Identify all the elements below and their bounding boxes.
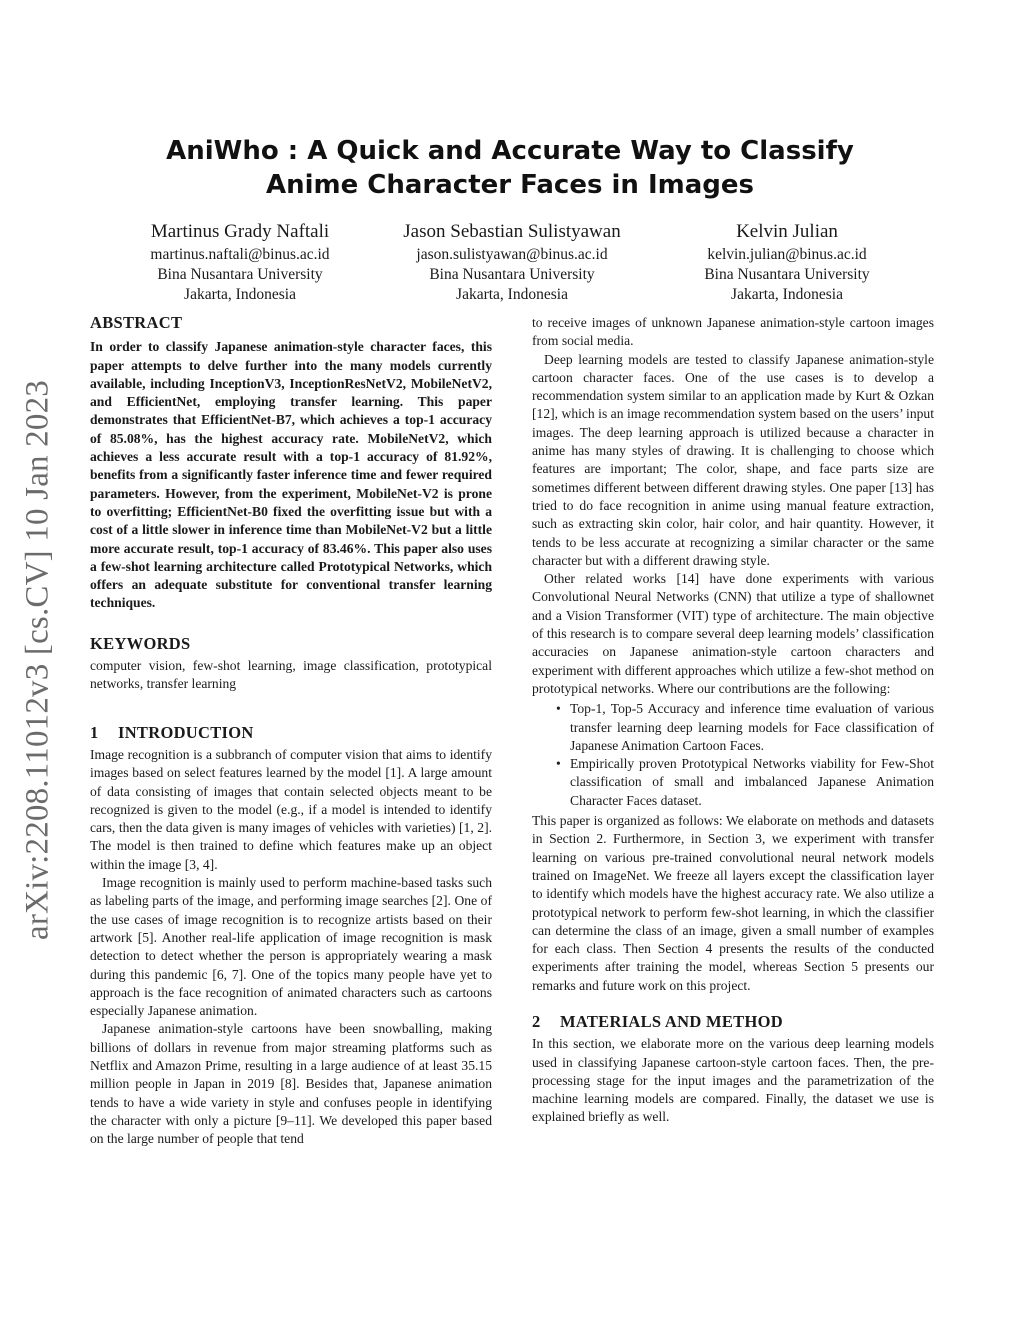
intro-paragraph: Other related works [14] have done experiments with various Convolutional Neural Networks (CNN) that utilize a type of shallownet and a Vision Transformer (VIT) type of architecture. The main objective of this research is to compare several deep learning models’ classification accuracies on Japanese animation-style cartoon characters and experiment with different approaches which utilize a few-shot method on prototypical networks. Where our contributions are the following: xyxy=(532,571,934,696)
author-email[interactable]: jason.sulistyawan@binus.ac.id xyxy=(416,246,608,263)
introduction-heading xyxy=(90,724,492,742)
materials-heading xyxy=(532,1013,934,1031)
author-2 xyxy=(372,220,652,305)
organization-paragraph: This paper is organized as follows: We elaborate on methods and datasets in Section 2. Furthermore, in Section 3, we experiment with transfer learning on various pre-trained convolutional neural network models trained on ImageNet. We freeze all layers except the classification layer to identify which models have the highest accuracy rate. We also utilize a prototypical network to perform few-shot learning, in which the classifier can determine the class of an image, given a small number of examples for each class. Then Section 4 presents the results of the conducted experiments after training the model, whereas Section 5 presents our remarks and future work on this project. xyxy=(532,813,934,993)
contribution-list xyxy=(532,700,934,810)
paper-title: AniWho : A Quick and Accurate Way to Classify Anime Character Faces in Images xyxy=(166,136,854,200)
author-1 xyxy=(100,220,380,305)
abstract-heading: ABSTRACT xyxy=(90,313,183,332)
author-location: Jakarta, Indonesia xyxy=(184,286,296,303)
intro-paragraph-continued: to receive images of unknown Japanese animation-style cartoon images from social media. xyxy=(532,315,934,349)
contribution-text: Top-1, Top-5 Accuracy and inference time evaluation of various transfer learning deep learning models for Face classification of Japanese Animation Cartoon Faces. xyxy=(570,701,934,753)
section-title: INTRODUCTION xyxy=(118,722,254,742)
author-name: Kelvin Julian xyxy=(736,221,838,242)
section-number: 2 xyxy=(532,1011,541,1031)
author-email[interactable]: kelvin.julian@binus.ac.id xyxy=(707,246,867,263)
materials-paragraph: In this section, we elaborate more on the various deep learning models used in classifying Japanese cartoon-style cartoon faces. Then, the pre-processing stage for the input images and the parametrization of the machine learning models are compared. Finally, the dataset we use is explained briefly as well. xyxy=(532,1036,934,1125)
right-column xyxy=(532,314,934,1127)
list-item xyxy=(556,700,934,755)
intro-paragraph: Deep learning models are tested to classify Japanese animation-style cartoon character faces. One of the use cases is to develop a recommendation system similar to an application made by Kurt & Ozkan [12], which is an image recommendation system based on the users’ input images. The deep learning approach is utilized because a character in anime has many styles of drawing. It is challenging to choose which features are important; The color, shape, and face parts size are sometimes different between different drawing styles. One paper [13] has tried to do face recognition in anime using manual feature extraction, such as extracting skin color, hair color, and hair quantity. However, it tends to be less accurate at recognizing a similar character or the same character but with a different drawing style. xyxy=(532,351,934,568)
keywords-body: computer vision, few-shot learning, image classification, prototypical networks, transfer learning xyxy=(90,658,492,692)
intro-paragraph: Image recognition is a subbranch of computer vision that aims to identify images based on select features learned by the model [1]. A large amount of data consisting of images that contain selected objects meant to be recognized is given to the model (e.g., if a model is intended to identify cars, then the data given is many images of vehicles with varieties) [1, 2]. The model is then trained to define which features make up an object within the image [3, 4]. xyxy=(90,746,492,872)
contribution-text: Empirically proven Prototypical Networks viability for Few-Shot classification of small and imbalanced Japanese Animation Character Faces dataset. xyxy=(570,756,934,808)
author-affiliation: Bina Nusantara University xyxy=(704,266,870,283)
author-name: Martinus Grady Naftali xyxy=(150,221,330,242)
arxiv-identifier: arXiv:2208.11012v3 [cs.CV] 10 Jan 2023 xyxy=(19,380,56,940)
section-number: 1 xyxy=(90,722,99,742)
bullet-icon: • xyxy=(556,701,561,717)
left-column xyxy=(90,314,492,1148)
author-3 xyxy=(647,220,927,305)
keywords-heading: KEYWORDS xyxy=(90,633,191,653)
author-location: Jakarta, Indonesia xyxy=(731,286,843,303)
author-name: Jason Sebastian Sulistyawan xyxy=(403,221,621,242)
list-item xyxy=(556,755,934,810)
intro-paragraph: Image recognition is mainly used to perform machine-based tasks such as labeling parts of the image, and performing image searches [2]. One of the use cases of image recognition is to recognize artists based on their artwork [5]. Another real-life application of image recognition is mask detection to detect whether the person is appropriately wearing a mask during this pandemic [6, 7]. One of the topics many people have yet to approach is the face recognition of animated characters such as cartoons especially Japanese animation. xyxy=(90,875,492,1019)
author-location: Jakarta, Indonesia xyxy=(456,286,568,303)
bullet-icon: • xyxy=(556,756,561,772)
author-block xyxy=(90,220,940,310)
abstract-body: In order to classify Japanese animation-style character faces, this paper attempts to delve further into the many models currently available, including InceptionV3, InceptionResNetV2, MobileNetV2, and EfficientNet, employing transfer learning. This paper demonstrates that EfficientNet-B7, which achieves a top-1 accuracy of 85.08%, has the highest accuracy rate. MobileNetV2, which achieves a less accurate result with a top-1 accuracy of 81.92%, benefits from a significantly faster inference time and fewer required parameters. However, from the experiment, MobileNet-V2 is prone to overfitting; EfficientNet-B0 fixed the overfitting issue but with a cost of a little slower in inference time than MobileNet-V2 but a little more accurate result, top-1 accuracy of 83.46%. This paper also uses a few-shot learning architecture called Prototypical Networks, which offers an adequate substitute for conventional transfer learning techniques. xyxy=(90,339,492,611)
author-email[interactable]: martinus.naftali@binus.ac.id xyxy=(150,246,330,263)
author-affiliation: Bina Nusantara University xyxy=(429,266,595,283)
intro-paragraph: Japanese animation-style cartoons have been snowballing, making billions of dollars in revenue from major streaming platforms such as Netflix and Amazon Prime, resulting in a large audience of at least 35.15 million people in Japan in 2019 [8]. Besides that, Japanese animation tends to have a wide variety in style and confuses people in identifying the character with only a picture [9–11]. We developed this paper based on the large number of people that tend xyxy=(90,1021,492,1147)
section-title: MATERIALS AND METHOD xyxy=(560,1011,783,1031)
author-affiliation: Bina Nusantara University xyxy=(157,266,323,283)
arxiv-side-stamp xyxy=(0,360,80,960)
